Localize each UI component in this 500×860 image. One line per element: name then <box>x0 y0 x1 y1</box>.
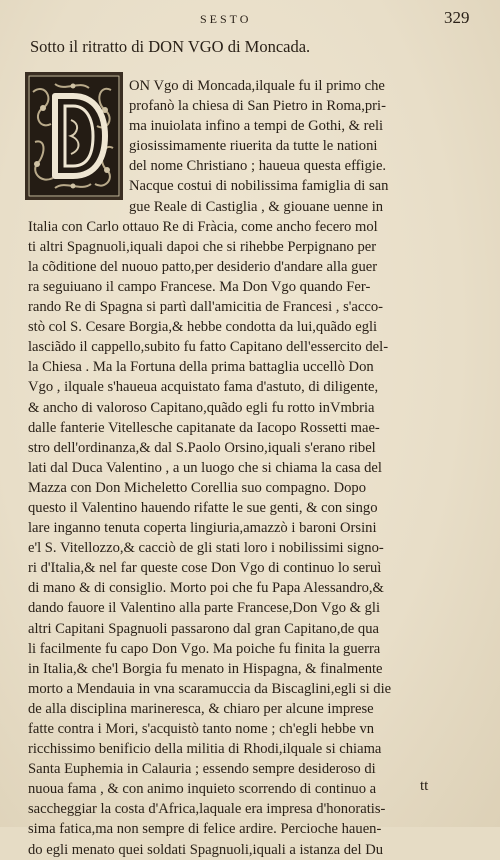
text-line: de alla disciplina marineresca, & chiaro per alcune imprese <box>28 700 374 717</box>
running-head <box>0 6 500 32</box>
text-line: e'l S. Vitellozzo,& cacciò de gli stati loro i nobilissimi signo- <box>28 540 384 557</box>
text-line: Vgo , ilquale s'haueua acquistato fama d'astuto, di diligente, <box>28 379 379 396</box>
text-line: stò col S. Cesare Borgia,& hebbe condotta da lui,quãdo egli <box>28 319 378 336</box>
text-line: la cõditione del nuouo patto,per desiderio d'andare alla guer <box>28 258 378 275</box>
text-line: saccheggiar la costa d'Africa,laquale era impresa d'honoratis- <box>28 801 386 818</box>
text-line: li facilmente fu capo Don Vgo. Ma poiche fu finita la guerra <box>28 640 381 657</box>
text-line: stro dell'ordinanza,& dal S.Paolo Orsino,iquali s'erano ribel <box>28 439 376 456</box>
text-line: fatte contra i Mori, s'acquistò tanto nome ; ch'egli hebbe vn <box>28 721 375 737</box>
text-line: sima fatica,ma non sempre di felice ardire. Percioche hauen- <box>28 821 382 838</box>
page-number: 329 <box>444 8 470 27</box>
text-line: do egli menato quei soldati Spagnuoli,iquali a istanza del Du <box>28 841 384 858</box>
text-line: giosissimamente riuerita da tutte le nationi <box>129 138 378 155</box>
text-line: lasciãdo il cappello,subito fu fatto Capitano dell'essercito del- <box>28 339 389 356</box>
text-line: ma inuiolata infino a tempi de Gothi, & reli <box>129 118 384 135</box>
text-line: nuoua fama , & con animo inquieto scorrendo di continuo a <box>28 781 377 798</box>
running-head-title: SESTO <box>200 12 252 26</box>
text-line: lati dal Duca Valentino , a un luogo che si chiama la casa del <box>28 459 382 476</box>
text-line: rando Re di Spagna si partì dall'amicitia de Francesi , s'acco- <box>28 299 383 316</box>
text-line: del nome Christiano ; haueua questa effigie. <box>129 158 387 175</box>
text-line: Mazza con Don Micheletto Corellia suo compagno. Dopo <box>28 479 367 496</box>
text-line: Santa Euphemia in Calauria ; essendo sempre desideroso di <box>28 761 376 778</box>
body-text <box>28 76 480 860</box>
text-line: dando fauore il Valentino alla parte Francese,Don Vgo & gli <box>28 600 381 617</box>
portrait-caption-heading: Sotto il ritratto di DON VGO di Moncada. <box>30 37 311 56</box>
text-line: dalle fanterie Vitellesche capitanate da Iacopo Rossetti mae- <box>28 419 380 436</box>
catchword: tt <box>420 778 429 794</box>
text-line: lare inganno tenuta coperta lingiuria,amazzò i baroni Orsini <box>28 520 377 537</box>
text-line: ON Vgo di Moncada,ilquale fu il primo che <box>129 78 385 94</box>
text-line: questo il Valentino hauendo rifatte le sue genti, & con singo <box>28 499 378 516</box>
text-line: in Italia,& che'l Borgia fu menato in Hispagna, & finalmente <box>28 660 383 677</box>
text-line: morto a Mendauia in vna scaramuccia da Biscaglini,egli si die <box>28 680 392 697</box>
text-line: & ancho di valoroso Capitano,quãdo egli fu rotto inVmbria <box>28 399 375 416</box>
text-line: Italia con Carlo ottauo Re di Fràcia, come ancho fecero mol <box>28 218 378 235</box>
text-line: gue Reale di Castiglia , & giouane uenne in <box>129 198 384 215</box>
text-line: ricchissimo benificio della militia di Rhodi,ilquale si chiama <box>28 741 382 758</box>
text-line: profanò la chiesa di San Pietro in Roma,pri- <box>129 98 386 115</box>
text-line: ri d'Italia,& nel far queste cose Don Vgo di continuo lo seruì <box>28 560 382 577</box>
text-line: altri Capitani Spagnuoli passarono dal gran Capitano,de qua <box>28 620 379 637</box>
text-line: ra seguiuano il campo Francese. Ma Don Vgo quando Fer- <box>28 278 371 295</box>
text-line: Nacque costui di nobilissima famiglia di san <box>129 178 389 195</box>
text-line: ti altri Spagnuoli,iquali dapoi che si rihebbe Perpignano per <box>28 238 377 255</box>
text-line: di mano & di consiglio. Morto poi che fu Papa Alessandro,& <box>28 580 384 597</box>
text-line: la Chiesa . Ma la Fortuna della prima battaglia uccellò Don <box>28 359 374 376</box>
